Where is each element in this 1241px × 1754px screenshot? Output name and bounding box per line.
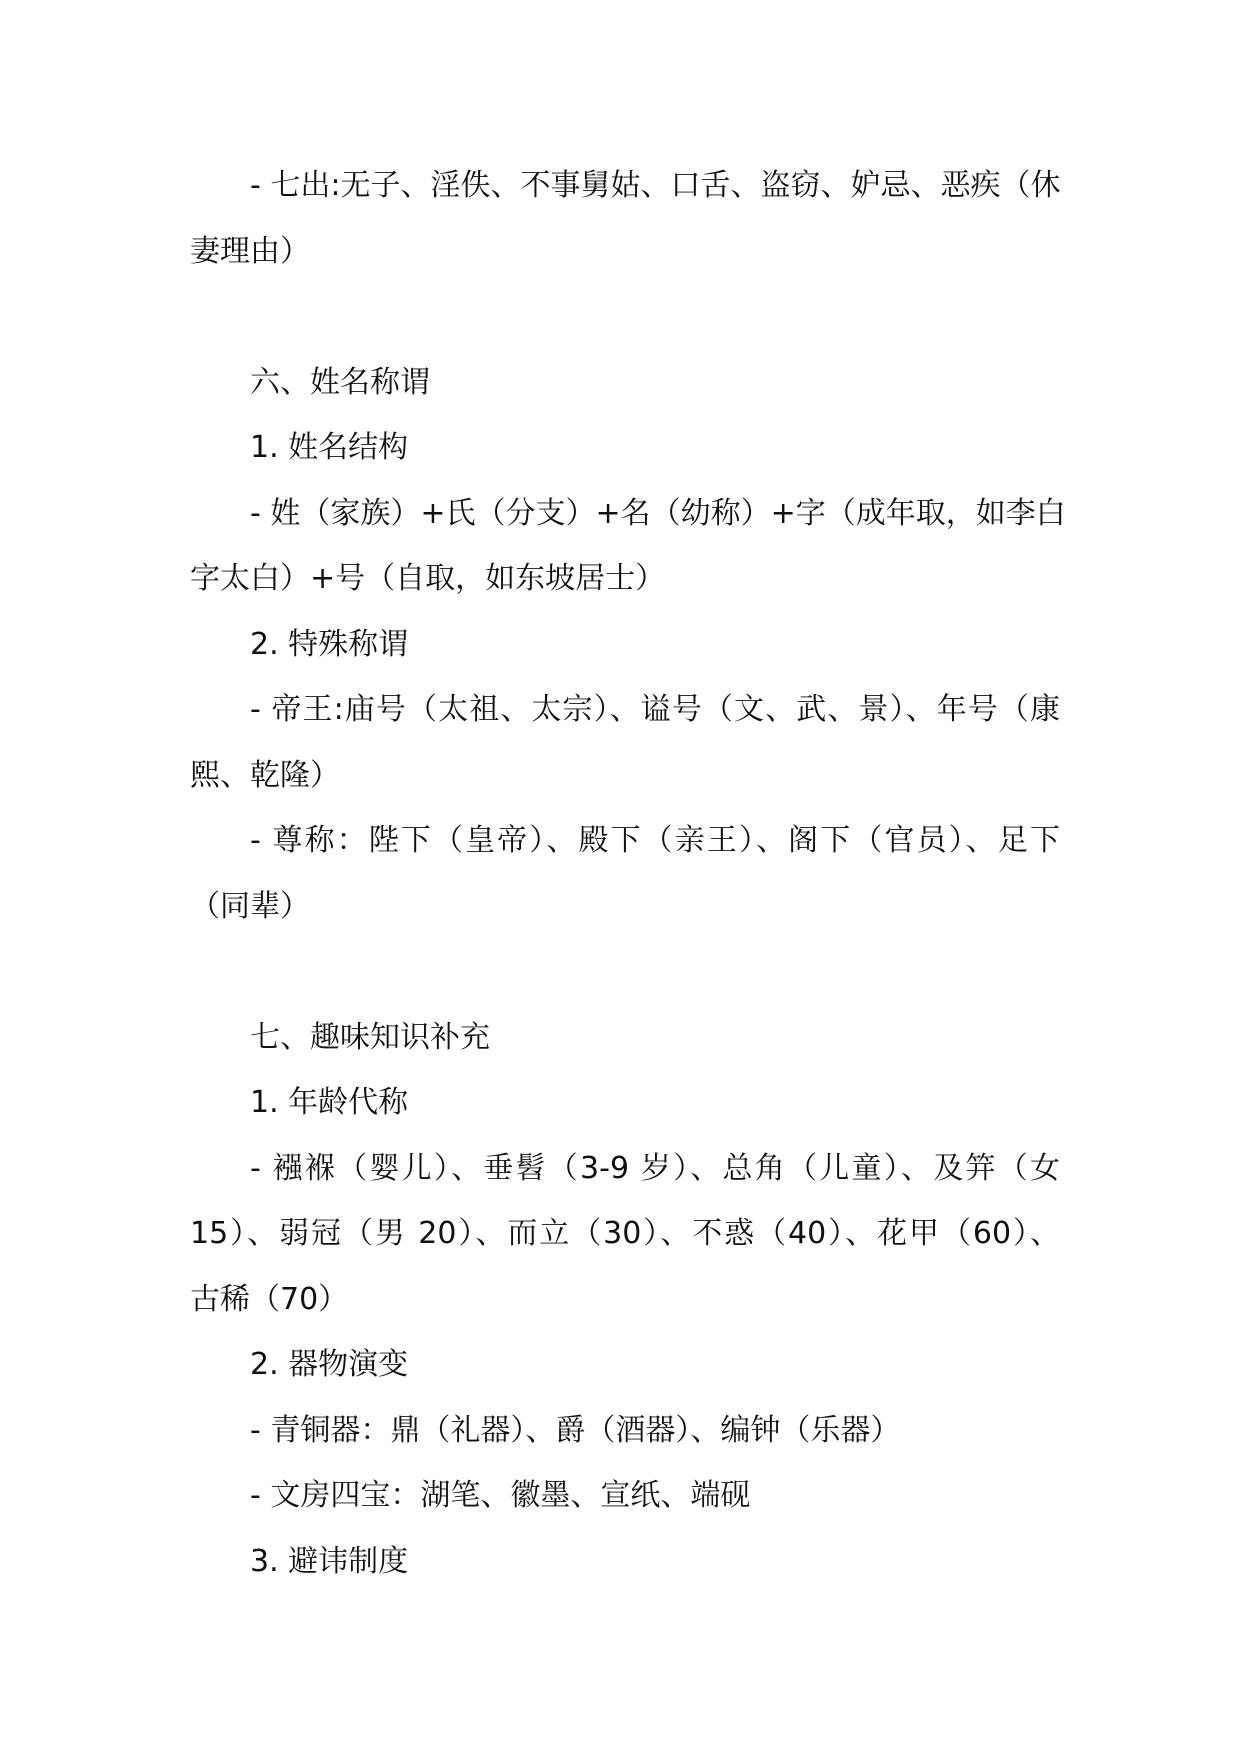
subsection-heading-text: 1. 姓名结构: [250, 430, 409, 465]
subsection-heading: [190, 1070, 1241, 1136]
list-item-honorific: [190, 808, 1241, 939]
section-heading-text: 六、姓名称谓: [250, 364, 430, 400]
text-line: 妻理由）: [190, 233, 310, 269]
blank-line: [190, 939, 1060, 1005]
text-line: 15）、弱冠（男 20）、而立（30）、不惑（40）、花甲（60）、: [190, 1216, 1060, 1251]
subsection-heading: [190, 415, 1241, 481]
section-heading: [190, 350, 1241, 416]
subsection-heading-text: 3. 避讳制度: [250, 1543, 409, 1579]
text-line: - 文房四宝：湖笔、徽墨、宣纸、端砚: [250, 1478, 751, 1513]
blank-line: [190, 284, 1060, 350]
text-line: 熙、乾隆）: [190, 757, 340, 793]
section-heading-text: 七、趣味知识补充: [250, 1019, 490, 1055]
subsection-heading: [190, 1529, 1241, 1595]
subsection-heading-text: 1. 年龄代称: [250, 1085, 409, 1120]
text-line: - 襁褓（婴儿）、垂髫（3-9 岁）、总角（儿童）、及笄（女: [250, 1150, 1060, 1186]
list-item-emperor: [190, 677, 1241, 808]
text-line: - 尊称：陛下（皇帝）、殿下（亲王）、阁下（官员）、足下: [250, 823, 1060, 858]
subsection-heading: [190, 612, 1241, 678]
text-line: - 帝王:庙号（太祖、太宗）、谥号（文、武、景）、年号（康: [250, 692, 1060, 727]
text-line: - 七出:无子、淫佚、不事舅姑、口舌、盗窃、妒忌、恶疾（休: [250, 168, 1061, 203]
text-line: 古稀（70）: [190, 1281, 349, 1317]
subsection-heading-text: 2. 特殊称谓: [250, 626, 409, 662]
section-heading: [190, 1005, 1241, 1071]
text-line: - 姓（家族）+氏（分支）+名（幼称）+字（成年取，如李白: [250, 495, 1066, 531]
list-item-age-terms: [190, 1136, 1241, 1333]
text-line: （同辈）: [190, 888, 310, 924]
subsection-heading: [190, 1332, 1241, 1398]
text-line: - 青铜器：鼎（礼器）、爵（酒器）、编钟（乐器）: [250, 1412, 901, 1448]
list-item-qichu: [190, 153, 1241, 284]
text-line: 字太白）+号（自取，如东坡居士）: [190, 561, 666, 596]
list-item-bronze: [190, 1398, 1241, 1464]
subsection-heading-text: 2. 器物演变: [250, 1347, 409, 1382]
list-item-name-structure: [190, 481, 1241, 612]
list-item-study-treasures: [190, 1463, 1241, 1529]
